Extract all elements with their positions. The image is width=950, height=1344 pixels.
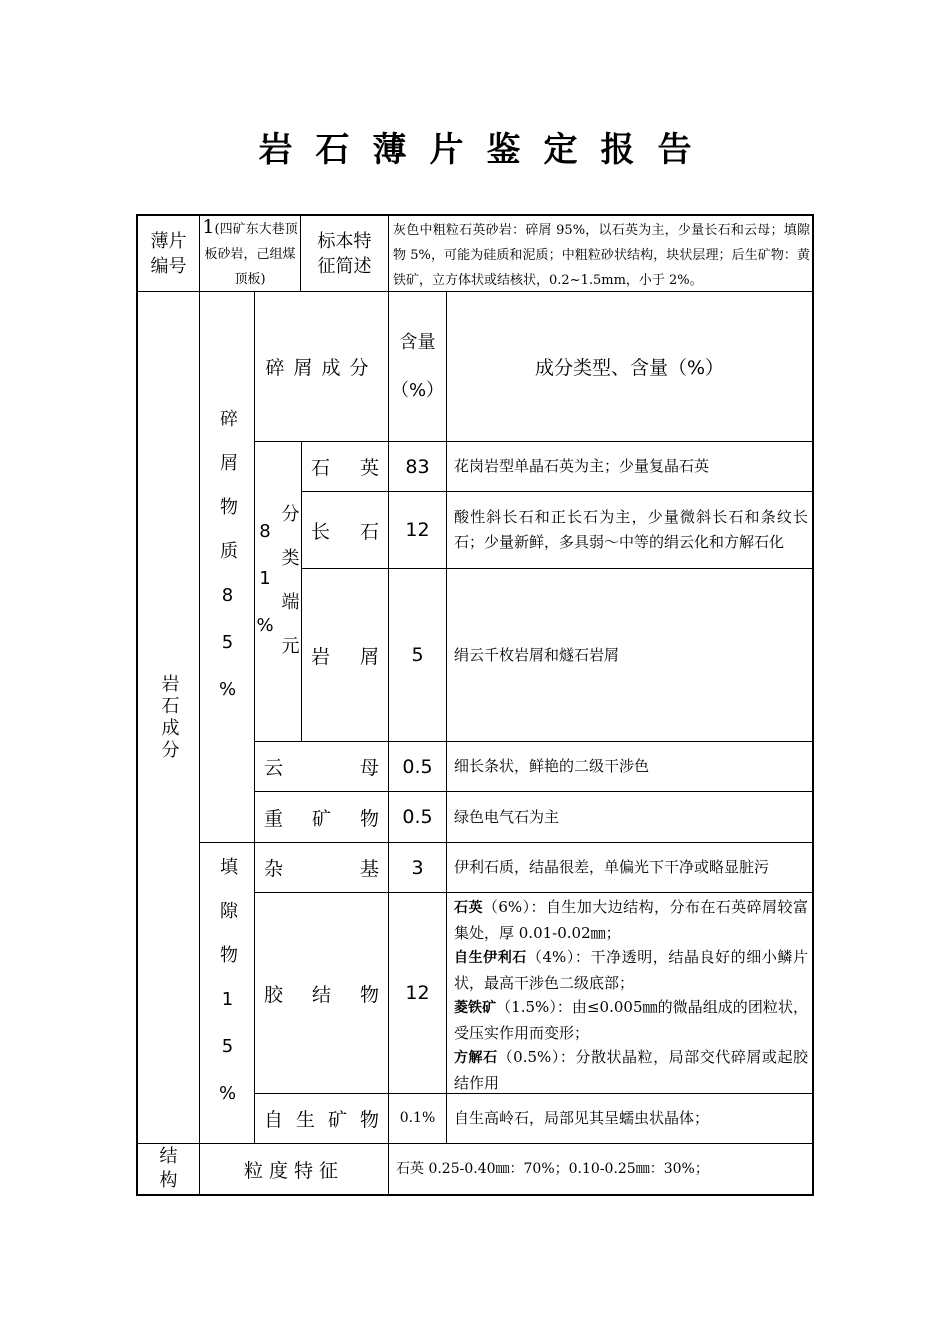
row-content: 12	[405, 982, 430, 1004]
row-label: 石英	[311, 457, 379, 479]
cement-text: （1.5%）：由≤0.005㎜的微晶组成的团粒状，受压实作用而变形；	[454, 998, 808, 1042]
row-label: 重矿物	[264, 807, 379, 830]
cement-term: 菱铁矿	[454, 1000, 497, 1016]
cement-term: 自生伊利石	[454, 950, 527, 966]
row-label: 云母	[264, 757, 379, 779]
specimen-description: 灰色中粗粒石英砂岩：碎屑 95%，以石英为主，少量长石和云母；填隙物 5%，可能为硅质和泥质；中粗粒砂状结构，块状层理；后生矿物：黄铁矿，立方体状或结核状，0.2~1.5mm，小于 2%。	[393, 223, 810, 288]
row-content: 3	[411, 856, 424, 879]
slice-number-note: (四矿东大巷顶板砂岩，己组煤顶板)	[204, 222, 298, 287]
slice-number-label: 薄片编号	[150, 230, 187, 277]
clastic-material-label: 碎屑物质85%	[217, 408, 238, 726]
row-label: 自生矿物	[264, 1109, 379, 1131]
table-row-name	[255, 1094, 388, 1143]
component-type-header: 成分类型、含量（%）	[534, 357, 725, 379]
row-content: 0.5	[402, 806, 433, 828]
row-label: 长石	[311, 520, 379, 543]
table-row-name	[255, 792, 388, 842]
row-content: 5	[411, 644, 424, 666]
table-row-name	[302, 492, 388, 568]
row-content: 12	[405, 519, 430, 541]
table-row-name	[255, 843, 388, 892]
table-row-name	[302, 442, 388, 491]
row-label: 胶结物	[264, 983, 379, 1006]
row-content: 0.1%	[399, 1110, 436, 1126]
row-content: 83	[405, 455, 430, 478]
endmember-label: 分类端元81%	[255, 503, 300, 680]
row-description: 花岗岩型单晶石英为主；少量复晶石英	[454, 457, 710, 475]
cement-text: （0.5%）：分散状晶粒，局部交代碎屑或起胶结作用	[454, 1048, 808, 1092]
grain-size-description: 石英 0.25-0.40㎜：70%；0.10-0.25㎜：30%；	[396, 1160, 709, 1177]
row-label: 岩屑	[311, 645, 379, 668]
slice-number-value: 1	[202, 216, 215, 238]
row-description: 绿色电气石为主	[454, 807, 560, 826]
row-description: 绢云千枚岩屑和燧石岩屑	[454, 645, 620, 664]
table-row-name	[255, 893, 388, 1093]
filling-material-label: 填隙物15%	[217, 856, 238, 1130]
row-description: 伊利石质，结晶很差，单偏光下干净或略显脏污	[454, 858, 770, 876]
clastic-component-header: 碎屑成分	[265, 357, 378, 379]
cement-term: 方解石	[454, 1050, 498, 1066]
grain-size-label: 粒度特征	[243, 1159, 344, 1182]
table-row-name	[302, 569, 388, 741]
row-description: 细长条状，鲜艳的二级干涉色	[454, 757, 650, 775]
rock-composition-label: 岩石成分	[158, 673, 180, 762]
cement-term: 石英	[454, 900, 483, 916]
content-header: 含量（%）	[390, 331, 445, 401]
row-description: 自生高岭石，局部见其呈蠕虫状晶体；	[454, 1109, 710, 1127]
cement-text: （4%）：干净透明，结晶良好的细小鳞片状，最高干涉色二级底部；	[454, 948, 808, 992]
report-title: 岩石薄片鉴定报告	[258, 130, 715, 170]
specimen-label: 标本特征简述	[317, 230, 372, 277]
structure-label: 结构	[159, 1146, 178, 1191]
table-row-name	[255, 742, 388, 791]
cement-description	[454, 895, 808, 1092]
slice-number-cell	[202, 216, 298, 291]
row-description: 酸性斜长石和正长石为主，少量微斜长石和条纹长石；少量新鲜，多具弱～中等的绢云化和方解石化	[454, 508, 808, 551]
row-content: 0.5	[402, 755, 433, 778]
row-label: 杂基	[264, 858, 379, 880]
cement-text: （6%）：自生加大边结构，分布在石英碎屑较富集处，厚 0.01-0.02㎜；	[454, 898, 808, 942]
